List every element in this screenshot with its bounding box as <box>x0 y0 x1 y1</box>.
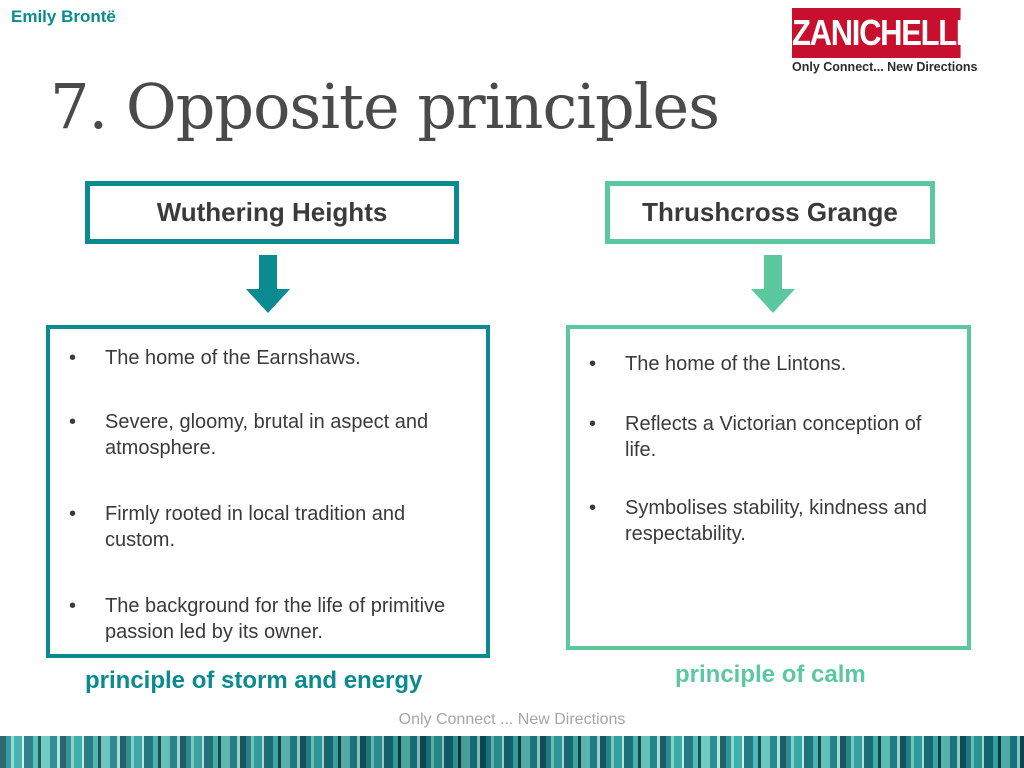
logo-tagline: Only Connect... New Directions <box>792 60 978 74</box>
bullet-marker: • <box>589 497 597 519</box>
list-item-text: The home of the Earnshaws. <box>105 347 361 369</box>
bullet-marker: • <box>69 503 77 525</box>
list-item-text: Firmly rooted in local tradition and custom. <box>105 503 406 551</box>
list-item-text: Symbolises stability, kindness and respectability. <box>625 497 927 545</box>
author-label: Emily Brontë <box>11 7 116 26</box>
list-item <box>69 593 475 645</box>
thrushcross-grange-heading-box <box>605 181 935 244</box>
list-item <box>69 409 465 461</box>
list-item-text: Severe, gloomy, brutal in aspect and atmosphere. <box>105 411 429 459</box>
bullet-marker: • <box>589 353 597 375</box>
list-item <box>69 345 465 371</box>
list-item-text: Reflects a Victorian conception of life. <box>625 413 922 461</box>
bullet-marker: • <box>589 413 597 435</box>
arrow-down-icon <box>246 255 290 313</box>
footer-decorative-band <box>0 736 1024 768</box>
page-title: 7. Opposite principles <box>50 70 720 143</box>
thrushcross-grange-content <box>566 325 971 650</box>
bullet-marker: • <box>69 411 77 433</box>
list-item <box>589 495 955 547</box>
bullet-marker: • <box>69 347 77 369</box>
list-item-text: The home of the Lintons. <box>625 353 847 375</box>
list-item-text: The background for the life of primitive passion led by its owner. <box>105 595 446 643</box>
list-item <box>69 501 465 553</box>
principle-calm-label: principle of calm <box>675 661 866 688</box>
principle-storm-label: principle of storm and energy <box>85 667 423 694</box>
arrow-down-icon <box>751 255 795 313</box>
footer-text: Only Connect ... New Directions <box>398 711 626 728</box>
thrushcross-grange-heading: Thrushcross Grange <box>642 197 898 227</box>
wuthering-heights-heading-box <box>85 181 459 244</box>
bullet-marker: • <box>69 595 77 617</box>
wuthering-heights-content <box>46 325 490 658</box>
publisher-logo: ZANICHELLI <box>792 8 961 58</box>
list-item <box>589 351 955 377</box>
list-item <box>589 411 955 463</box>
wuthering-heights-heading: Wuthering Heights <box>156 197 388 227</box>
